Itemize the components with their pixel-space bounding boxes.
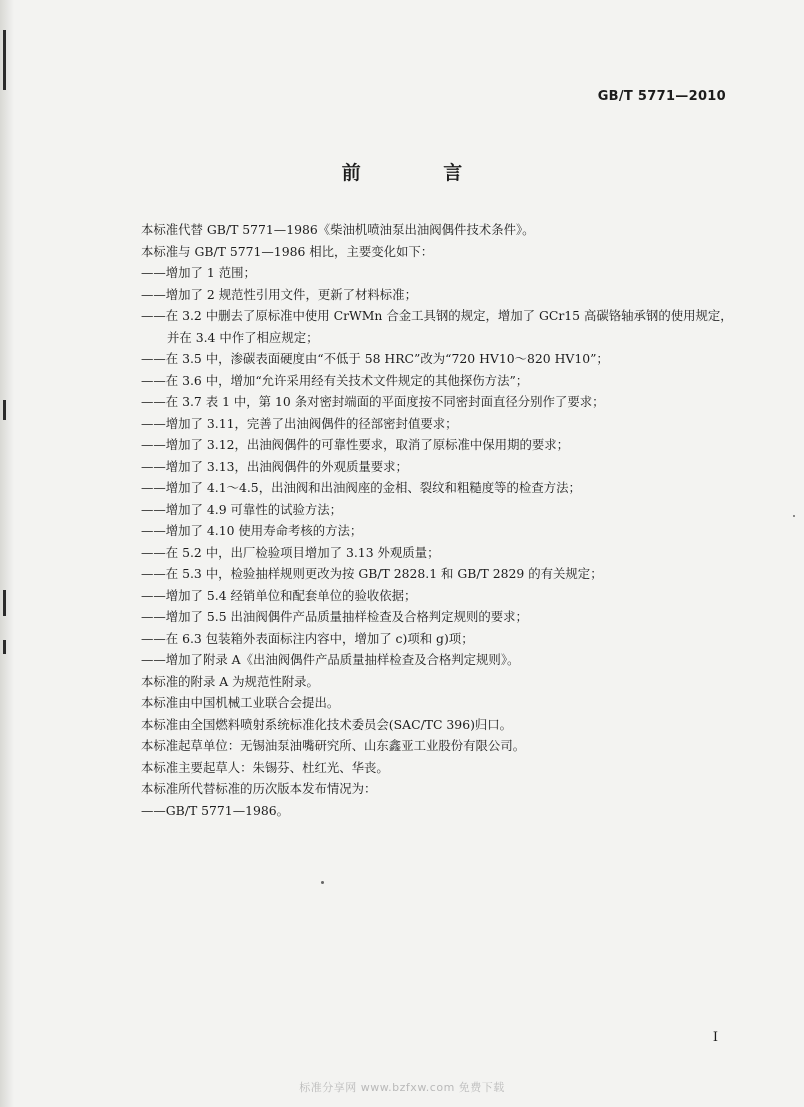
scan-artifact	[3, 30, 6, 90]
list-item: ——增加了 3.11，完善了出油阀偶件的径部密封值要求；	[141, 415, 458, 431]
paragraph: 本标准与 GB/T 5771—1986 相比，主要变化如下：	[141, 243, 434, 259]
paragraph: 本标准所代替标准的历次版本发布情况为：	[141, 781, 377, 796]
list-item: ——增加了 4.9 可靠性的试验方法；	[141, 501, 343, 517]
list-item: ——增加了 5.5 出油阀偶件产品质量抽样检查及合格判定规则的要求；	[141, 609, 528, 624]
standard-code: GB/T 5771—2010	[597, 89, 726, 104]
paragraph: 本标准代替 GB/T 5771—1986《柴油机喷油泵出油阀偶件技术条件》。	[141, 222, 535, 237]
list-item: ——增加了 5.4 经销单位和配套单位的验收依据；	[141, 587, 417, 603]
scan-artifact	[3, 640, 6, 654]
list-item: ——增加了 4.1～4.5，出油阀和出油阀座的金相、裂纹和粗糙度等的检查方法；	[141, 480, 581, 495]
list-item: ——在 3.7 表 1 中，第 10 条对密封端面的平面度按不同密封面直径分别作了要求；	[141, 394, 605, 409]
paragraph: 本标准起草单位：无锡油泵油嘴研究所、山东鑫亚工业股份有限公司。	[141, 738, 526, 753]
list-item: ——增加了 3.13，出油阀偶件的外观质量要求；	[141, 458, 408, 474]
foreword-body	[141, 219, 741, 821]
list-item: ——增加了 2 规范性引用文件，更新了材料标准；	[141, 286, 417, 302]
page-title: 前 言	[341, 162, 501, 184]
list-item: ——增加了 1 范围；	[141, 265, 256, 280]
paragraph: 本标准由中国机械工业联合会提出。	[141, 695, 340, 710]
list-item: ——增加了附录 A《出油阀偶件产品质量抽样检查及合格判定规则》。	[141, 652, 520, 667]
paragraph: 本标准由全国燃料喷射系统标准化技术委员会(SAC/TC 396)归口。	[141, 716, 513, 732]
scan-speck	[321, 881, 324, 884]
list-item: ——在 3.5 中，渗碳表面硬度由“不低于 58 HRC”改为“720 HV10～820 HV10”；	[141, 351, 609, 366]
list-item: ——GB/T 5771—1986。	[141, 802, 290, 818]
list-item: ——增加了 4.10 使用寿命考核的方法；	[141, 523, 363, 538]
page-number: I	[712, 1030, 718, 1045]
scan-artifact	[3, 400, 6, 420]
list-item: ——在 6.3 包装箱外表面标注内容中，增加了 c)项和 g)项；	[141, 630, 474, 646]
paragraph: 本标准主要起草人：朱锡芬、杜红光、华丧。	[141, 759, 389, 775]
list-item: ——在 5.2 中，出厂检验项目增加了 3.13 外观质量；	[141, 544, 440, 560]
list-item: ——在 3.6 中，增加“允许采用经有关技术文件规定的其他探伤方法”；	[141, 372, 529, 388]
scan-artifact	[3, 590, 6, 616]
paragraph: 本标准的附录 A 为规范性附录。	[141, 673, 319, 689]
list-item: ——在 5.3 中，检验抽样规则更改为按 GB/T 2828.1 和 GB/T 2829 的有关规定；	[141, 566, 603, 581]
list-item: ——增加了 3.12，出油阀偶件的可靠性要求，取消了原标准中保用期的要求；	[141, 437, 570, 452]
scan-speck	[793, 515, 795, 517]
watermark: 标准分享网 www.bzfxw.com 免费下载	[299, 1081, 505, 1094]
list-item: ——在 3.2 中删去了原标准中使用 CrWMn 合金工具钢的规定，增加了 GCr15 高碳铬轴承钢的使用规定，并在 3.4 中作了相应规定；	[141, 308, 733, 345]
